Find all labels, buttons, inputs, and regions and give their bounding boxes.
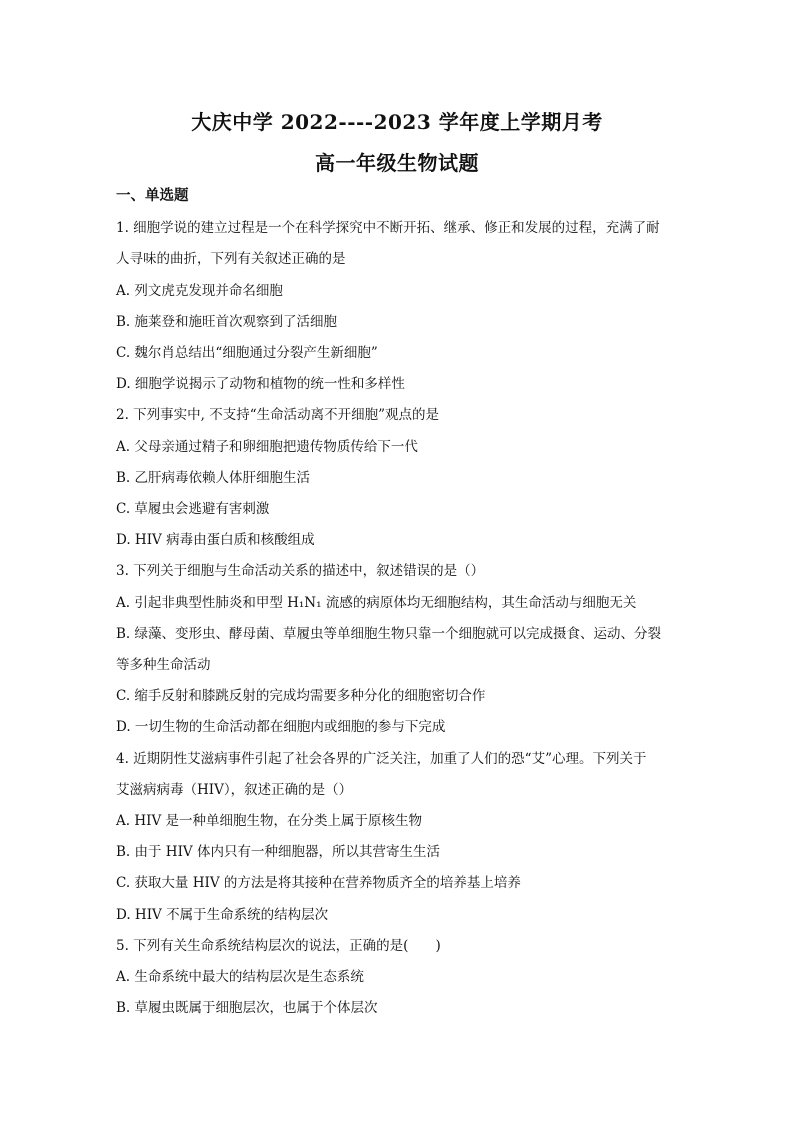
question-1-option-a: A. 列文虎克发现并命名细胞	[116, 283, 283, 299]
question-3-option-b: B. 绿藻、变形虫、酵母菌、草履虫等单细胞生物只靠一个细胞就可以完成摄食、运动、分裂	[116, 626, 662, 642]
question-3-option-b-cont: 等多种生命活动	[116, 657, 211, 673]
question-5-stem: 5. 下列有关生命系统结构层次的说法，正确的是( )	[116, 938, 441, 954]
question-1-stem: 1. 细胞学说的建立过程是一个在科学探究中不断开拓、继承、修正和发展的过程，充满了耐	[116, 220, 660, 236]
question-2-option-b: B. 乙肝病毒依赖人体肝细胞生活	[116, 470, 311, 486]
question-2-option-c: C. 草履虫会逃避有害刺激	[116, 501, 270, 517]
exam-subtitle: 高一年级生物试题	[315, 151, 479, 175]
question-2-option-d: D. HIV 病毒由蛋白质和核酸组成	[116, 532, 315, 548]
question-1-option-d: D. 细胞学说揭示了动物和植物的统一性和多样性	[116, 376, 405, 392]
question-4-option-a: A. HIV 是一种单细胞生物，在分类上属于原核生物	[116, 813, 422, 829]
question-1-option-b: B. 施莱登和施旺首次观察到了活细胞	[116, 314, 338, 330]
question-1-option-c: C. 魏尔肖总结出“细胞通过分裂产生新细胞”	[116, 345, 378, 361]
question-3-option-d: D. 一切生物的生命活动都在细胞内或细胞的参与下完成	[116, 719, 446, 735]
question-4-stem-cont: 艾滋病病毒（HIV），叙述正确的是（）	[116, 782, 353, 798]
question-3-option-c: C. 缩手反射和膝跳反射的完成均需要多种分化的细胞密切合作	[116, 688, 486, 704]
question-2-stem: 2. 下列事实中, 不支持“生命活动离不开细胞”观点的是	[116, 407, 440, 423]
question-5-option-b: B. 草履虫既属于细胞层次，也属于个体层次	[116, 1000, 378, 1016]
question-2-option-a: A. 父母亲通过精子和卵细胞把遗传物质传给下一代	[116, 439, 418, 455]
question-1-stem-cont: 人寻味的曲折，下列有关叙述正确的是	[116, 251, 346, 267]
question-5-option-a: A. 生命系统中最大的结构层次是生态系统	[116, 969, 364, 985]
section-heading: 一、单选题	[116, 187, 189, 204]
question-4-option-b: B. 由于 HIV 体内只有一种细胞器，所以其营寄生生活	[116, 844, 440, 860]
question-3-option-a: A. 引起非典型性肺炎和甲型 H₁N₁ 流感的病原体均无细胞结构，其生命活动与细胞无关	[116, 595, 637, 611]
question-3-stem: 3. 下列关于细胞与生命活动关系的描述中，叙述错误的是（）	[116, 563, 485, 579]
question-4-option-c: C. 获取大量 HIV 的方法是将其接种在营养物质齐全的培养基上培养	[116, 875, 521, 891]
exam-title: 大庆中学 2022----2023 学年度上学期月考	[191, 110, 603, 134]
question-4-stem: 4. 近期阴性艾滋病事件引起了社会各界的广泛关注，加重了人们的恐“艾”心理。下列关于	[116, 751, 647, 767]
question-4-option-d: D. HIV 不属于生命系统的结构层次	[116, 907, 329, 923]
